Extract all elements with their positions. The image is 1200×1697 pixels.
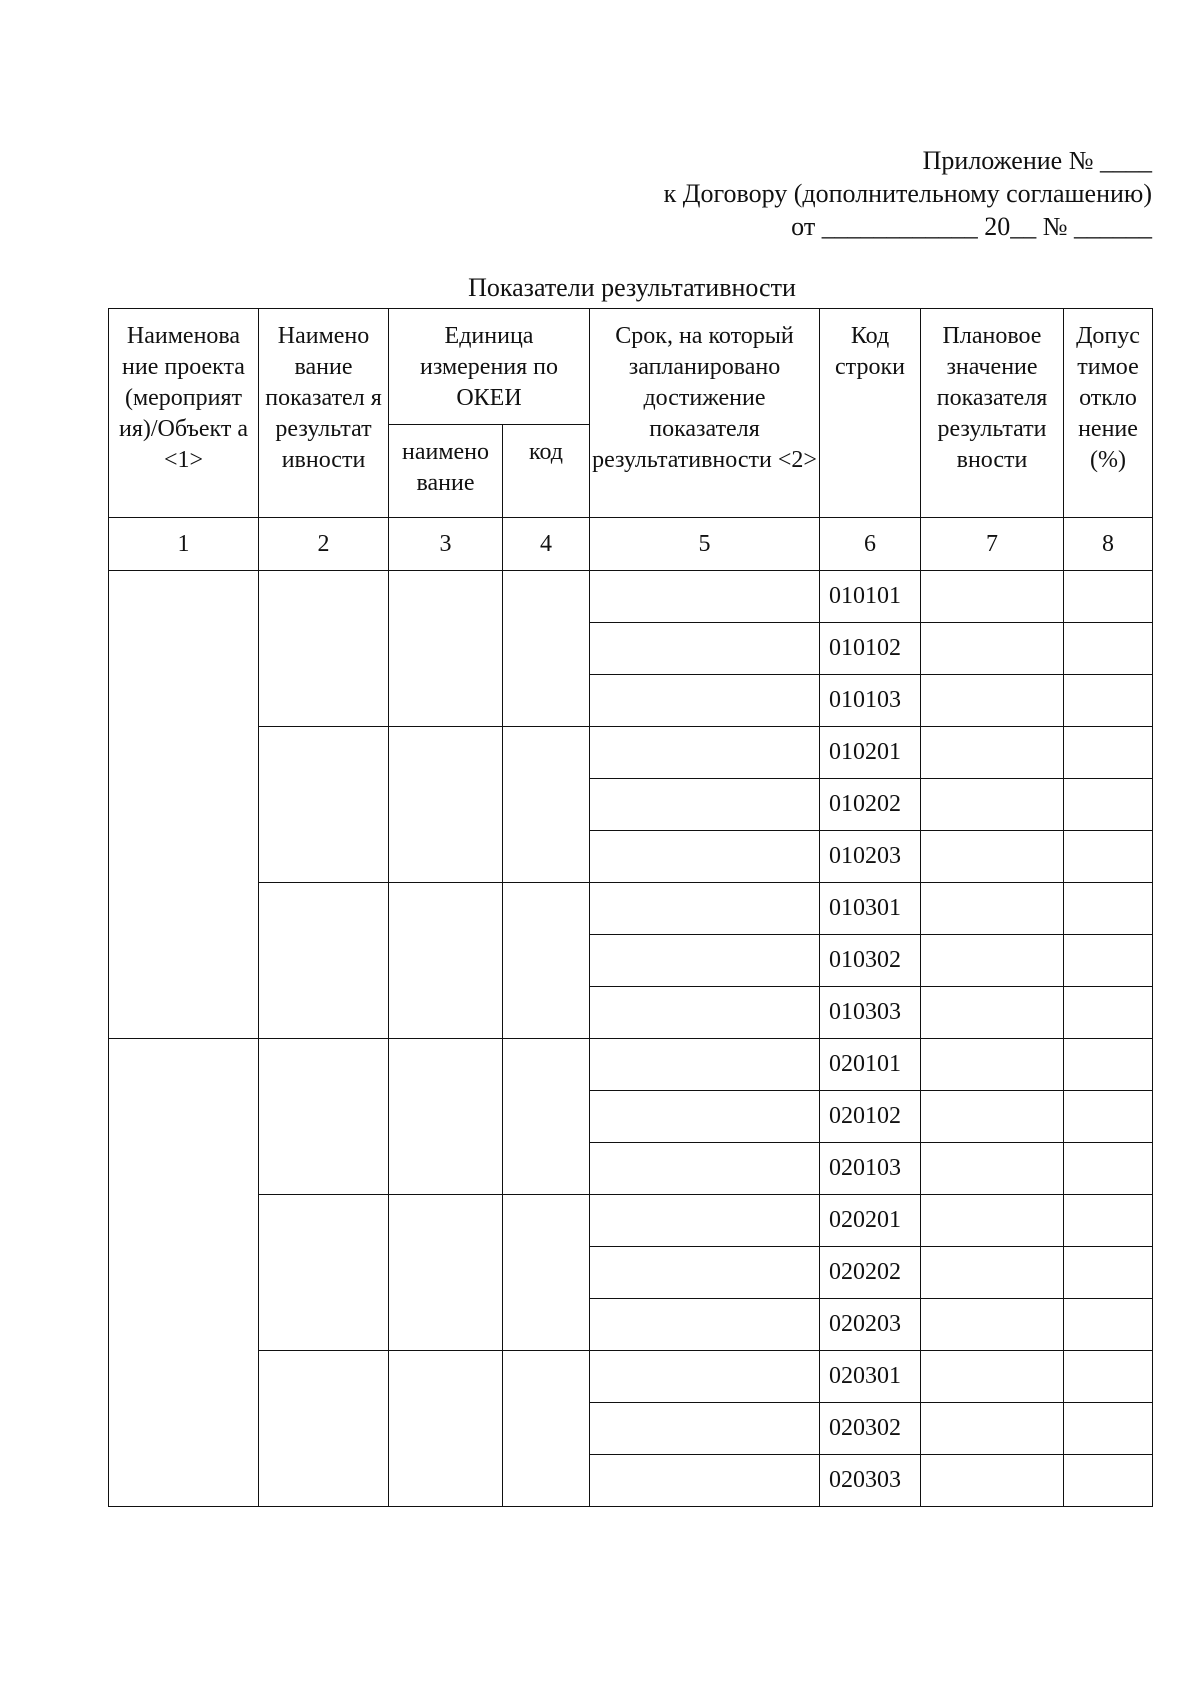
- planned-value-cell[interactable]: [921, 623, 1064, 675]
- planned-value-cell[interactable]: [921, 987, 1064, 1039]
- performance-indicators-table: [108, 308, 1153, 1507]
- deadline-cell[interactable]: [590, 1195, 820, 1247]
- deadline-cell[interactable]: [590, 883, 820, 935]
- header-project-name: Наименова ние проекта (мероприят ия)/Объект а <1>: [109, 309, 259, 518]
- header-deadline: Срок, на который запланировано достижение показателя результативности <2>: [590, 309, 820, 518]
- planned-value-cell[interactable]: [921, 727, 1064, 779]
- allowed-deviation-cell[interactable]: [1064, 1247, 1153, 1299]
- row-code-cell: 010103: [820, 675, 921, 727]
- planned-value-cell[interactable]: [921, 571, 1064, 623]
- table-row: [109, 1351, 1153, 1403]
- row-code-cell: 020201: [820, 1195, 921, 1247]
- date-number-line: от ____________ 20__ № ______: [791, 212, 1152, 241]
- header-unit-name: наимено вание: [389, 425, 503, 518]
- header-indicator-name: Наимено вание показател я результат ивности: [259, 309, 389, 518]
- unit-name-cell[interactable]: [389, 571, 503, 727]
- column-number: 7: [921, 518, 1064, 571]
- row-code-cell: 010203: [820, 831, 921, 883]
- column-number: 2: [259, 518, 389, 571]
- unit-name-cell[interactable]: [389, 1195, 503, 1351]
- unit-code-cell[interactable]: [503, 1039, 590, 1195]
- allowed-deviation-cell[interactable]: [1064, 1455, 1153, 1507]
- deadline-cell[interactable]: [590, 571, 820, 623]
- column-number-row: [109, 518, 1153, 571]
- column-number: 6: [820, 518, 921, 571]
- allowed-deviation-cell[interactable]: [1064, 987, 1153, 1039]
- unit-code-cell[interactable]: [503, 727, 590, 883]
- row-code-cell: 010302: [820, 935, 921, 987]
- row-code-cell: 020202: [820, 1247, 921, 1299]
- deadline-cell[interactable]: [590, 1299, 820, 1351]
- contract-reference-line: к Договору (дополнительному соглашению): [663, 179, 1152, 208]
- deadline-cell[interactable]: [590, 727, 820, 779]
- indicator-name-cell[interactable]: [259, 1195, 389, 1351]
- deadline-cell[interactable]: [590, 1351, 820, 1403]
- row-code-cell: 010303: [820, 987, 921, 1039]
- column-number: 8: [1064, 518, 1153, 571]
- header-okei-unit: Единица измерения по ОКЕИ: [389, 309, 590, 425]
- table-row: [109, 571, 1153, 623]
- planned-value-cell[interactable]: [921, 1091, 1064, 1143]
- deadline-cell[interactable]: [590, 935, 820, 987]
- header-unit-code: код: [503, 425, 590, 518]
- deadline-cell[interactable]: [590, 831, 820, 883]
- unit-name-cell[interactable]: [389, 1039, 503, 1195]
- allowed-deviation-cell[interactable]: [1064, 831, 1153, 883]
- deadline-cell[interactable]: [590, 1455, 820, 1507]
- appendix-number-line: Приложение № ____: [922, 146, 1152, 175]
- planned-value-cell[interactable]: [921, 883, 1064, 935]
- unit-code-cell[interactable]: [503, 571, 590, 727]
- allowed-deviation-cell[interactable]: [1064, 779, 1153, 831]
- allowed-deviation-cell[interactable]: [1064, 1091, 1153, 1143]
- planned-value-cell[interactable]: [921, 675, 1064, 727]
- row-code-cell: 010202: [820, 779, 921, 831]
- planned-value-cell[interactable]: [921, 1403, 1064, 1455]
- allowed-deviation-cell[interactable]: [1064, 571, 1153, 623]
- indicator-name-cell[interactable]: [259, 571, 389, 727]
- row-code-cell: 010301: [820, 883, 921, 935]
- row-code-cell: 020101: [820, 1039, 921, 1091]
- unit-name-cell[interactable]: [389, 1351, 503, 1507]
- row-code-cell: 010102: [820, 623, 921, 675]
- planned-value-cell[interactable]: [921, 1299, 1064, 1351]
- allowed-deviation-cell[interactable]: [1064, 1299, 1153, 1351]
- deadline-cell[interactable]: [590, 1247, 820, 1299]
- row-code-cell: 020102: [820, 1091, 921, 1143]
- table-row: [109, 1195, 1153, 1247]
- deadline-cell[interactable]: [590, 987, 820, 1039]
- allowed-deviation-cell[interactable]: [1064, 623, 1153, 675]
- unit-name-cell[interactable]: [389, 883, 503, 1039]
- deadline-cell[interactable]: [590, 779, 820, 831]
- row-code-cell: 010101: [820, 571, 921, 623]
- planned-value-cell[interactable]: [921, 1351, 1064, 1403]
- planned-value-cell[interactable]: [921, 1247, 1064, 1299]
- allowed-deviation-cell[interactable]: [1064, 1143, 1153, 1195]
- allowed-deviation-cell[interactable]: [1064, 1351, 1153, 1403]
- row-code-cell: 020303: [820, 1455, 921, 1507]
- header-row-code: Код строки: [820, 309, 921, 518]
- planned-value-cell[interactable]: [921, 1195, 1064, 1247]
- table-row: [109, 883, 1153, 935]
- allowed-deviation-cell[interactable]: [1064, 1403, 1153, 1455]
- column-number: 3: [389, 518, 503, 571]
- header-allowed-deviation: Допус тимое откло нение (%): [1064, 309, 1153, 518]
- planned-value-cell[interactable]: [921, 1455, 1064, 1507]
- row-code-cell: 020302: [820, 1403, 921, 1455]
- unit-code-cell[interactable]: [503, 883, 590, 1039]
- unit-code-cell[interactable]: [503, 1351, 590, 1507]
- unit-code-cell[interactable]: [503, 1195, 590, 1351]
- column-number: 4: [503, 518, 590, 571]
- deadline-cell[interactable]: [590, 1039, 820, 1091]
- allowed-deviation-cell[interactable]: [1064, 727, 1153, 779]
- unit-name-cell[interactable]: [389, 727, 503, 883]
- allowed-deviation-cell[interactable]: [1064, 935, 1153, 987]
- planned-value-cell[interactable]: [921, 1039, 1064, 1091]
- indicator-name-cell[interactable]: [259, 727, 389, 883]
- header-planned-value: Плановое значение показателя результати вности: [921, 309, 1064, 518]
- column-number: 5: [590, 518, 820, 571]
- allowed-deviation-cell[interactable]: [1064, 1039, 1153, 1091]
- deadline-cell[interactable]: [590, 1143, 820, 1195]
- row-code-cell: 020203: [820, 1299, 921, 1351]
- indicator-name-cell[interactable]: [259, 1351, 389, 1507]
- document-title: Показатели результативности: [468, 273, 796, 302]
- document-header: [664, 144, 1152, 243]
- allowed-deviation-cell[interactable]: [1064, 883, 1153, 935]
- deadline-cell[interactable]: [590, 675, 820, 727]
- row-code-cell: 020301: [820, 1351, 921, 1403]
- row-code-cell: 010201: [820, 727, 921, 779]
- project-name-cell[interactable]: [109, 1039, 259, 1507]
- allowed-deviation-cell[interactable]: [1064, 675, 1153, 727]
- table-row: [109, 727, 1153, 779]
- deadline-cell[interactable]: [590, 1091, 820, 1143]
- deadline-cell[interactable]: [590, 1403, 820, 1455]
- planned-value-cell[interactable]: [921, 1143, 1064, 1195]
- indicator-name-cell[interactable]: [259, 1039, 389, 1195]
- row-code-cell: 020103: [820, 1143, 921, 1195]
- allowed-deviation-cell[interactable]: [1064, 1195, 1153, 1247]
- planned-value-cell[interactable]: [921, 935, 1064, 987]
- project-name-cell[interactable]: [109, 571, 259, 1039]
- planned-value-cell[interactable]: [921, 831, 1064, 883]
- deadline-cell[interactable]: [590, 623, 820, 675]
- column-number: 1: [109, 518, 259, 571]
- planned-value-cell[interactable]: [921, 779, 1064, 831]
- indicator-name-cell[interactable]: [259, 883, 389, 1039]
- table-row: [109, 1039, 1153, 1091]
